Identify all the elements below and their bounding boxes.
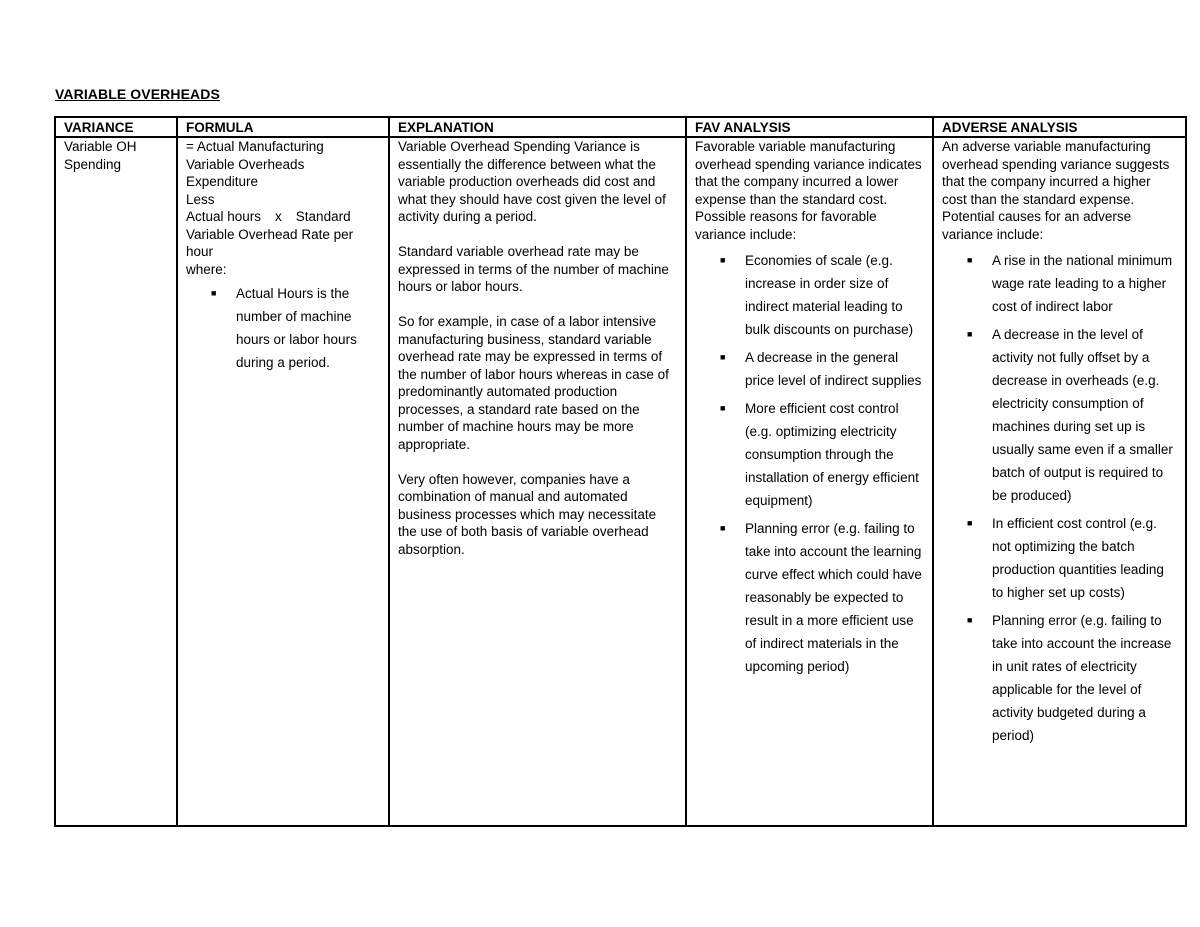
adverse-intro: An adverse variable manufacturing overhead spending variance suggests that the company incurred a higher cost than the standard expense.: [942, 139, 1170, 207]
header-variance: VARIANCE: [55, 117, 177, 137]
list-item: ■ Planning error (e.g. failing to take into account the learning curve effect which could have reasonably be expected to result in a more efficient use of indirect materials in the upcoming period): [695, 517, 924, 678]
list-item: ■ Economies of scale (e.g. increase in order size of indirect material leading to bulk discounts on purchase): [695, 249, 924, 341]
list-item: ■ Planning error (e.g. failing to take into account the increase in unit rates of electricity applicable for the level of activity budgeted during a period): [942, 609, 1177, 747]
square-bullet-icon: ■: [720, 352, 726, 362]
variance-cell: [55, 137, 177, 826]
variance-name: Variable OH Spending: [64, 139, 137, 172]
square-bullet-icon: ■: [720, 255, 726, 265]
formula-standard: Standard: [295, 209, 351, 224]
formula-actual-hours: Actual hours: [186, 209, 262, 224]
square-bullet-icon: ■: [720, 403, 726, 413]
table-row: [55, 137, 1186, 826]
fav-causes-intro: Possible reasons for favorable variance include:: [695, 209, 877, 242]
formula-times-sign: x: [275, 209, 282, 224]
formula-line: Expenditure: [186, 174, 259, 189]
formula-line: hour: [186, 244, 214, 259]
list-item: ■ In efficient cost control (e.g. not optimizing the batch production quantities leading to higher set up costs): [942, 512, 1177, 604]
formula-bullet-list: [186, 282, 380, 374]
square-bullet-icon: ■: [967, 518, 973, 528]
square-bullet-icon: ■: [211, 288, 217, 298]
variance-table: [54, 116, 1187, 827]
square-bullet-icon: ■: [967, 329, 973, 339]
list-item: ■ More efficient cost control (e.g. optimizing electricity consumption through the installation of energy efficient equipment): [695, 397, 924, 512]
square-bullet-icon: ■: [967, 615, 973, 625]
explanation-paragraph: Very often however, companies have a combination of manual and automated business processes which may necessitate the use of both basis of variable overhead absorption.: [398, 471, 657, 557]
list-item: ■ A decrease in the level of activity not fully offset by a decrease in overheads (e.g. electricity consumption of machines during set up is usually same even if a smaller batch of output is required to be produced): [942, 323, 1177, 507]
fav-intro: Favorable variable manufacturing overhead spending variance indicates that the company incurred a lower expense than the standard cost.: [695, 139, 922, 207]
table-header-row: [55, 117, 1186, 137]
formula-line: Less: [186, 191, 215, 207]
formula-line: where:: [186, 261, 227, 277]
adverse-causes-intro: Potential causes for an adverse variance include:: [942, 209, 1132, 242]
formula-cell: [177, 137, 389, 826]
formula-line: Variable Overheads: [186, 156, 305, 172]
explanation-paragraph: So for example, in case of a labor intensive manufacturing business, standard variable overhead rate may be expressed in terms of the number of labor hours whereas in case of predominantly automated production processes, a standard rate based on the number of machine hours may be more appropriate.: [398, 314, 669, 452]
header-fav-analysis: FAV ANALYSIS: [686, 117, 933, 137]
header-formula: FORMULA: [177, 117, 389, 137]
header-adverse-analysis: ADVERSE ANALYSIS: [933, 117, 1186, 137]
adverse-analysis-cell: [933, 137, 1186, 826]
square-bullet-icon: ■: [967, 255, 973, 265]
list-item: ■ A decrease in the general price level of indirect supplies: [695, 346, 924, 392]
header-explanation: EXPLANATION: [389, 117, 686, 137]
square-bullet-icon: ■: [720, 523, 726, 533]
fav-analysis-cell: [686, 137, 933, 826]
list-item: ■ Actual Hours is the number of machine hours or labor hours during a period.: [186, 282, 374, 374]
explanation-paragraph: Variable Overhead Spending Variance is essentially the difference between what the variable production overheads did cost and what they should have cost given the level of activity during a period.: [398, 139, 666, 224]
formula-line: = Actual Manufacturing: [186, 139, 324, 154]
adverse-bullet-list: [942, 249, 1177, 747]
formula-multiplication-line: [186, 208, 380, 226]
fav-bullet-list: [695, 249, 924, 678]
formula-line: Variable Overhead Rate per: [186, 226, 354, 242]
document-title: VARIABLE OVERHEADS: [55, 86, 220, 102]
explanation-paragraph: Standard variable overhead rate may be expressed in terms of the number of machine hours or labor hours.: [398, 244, 669, 294]
list-item: ■ A rise in the national minimum wage rate leading to a higher cost of indirect labor: [942, 249, 1177, 318]
explanation-cell: [389, 137, 686, 826]
